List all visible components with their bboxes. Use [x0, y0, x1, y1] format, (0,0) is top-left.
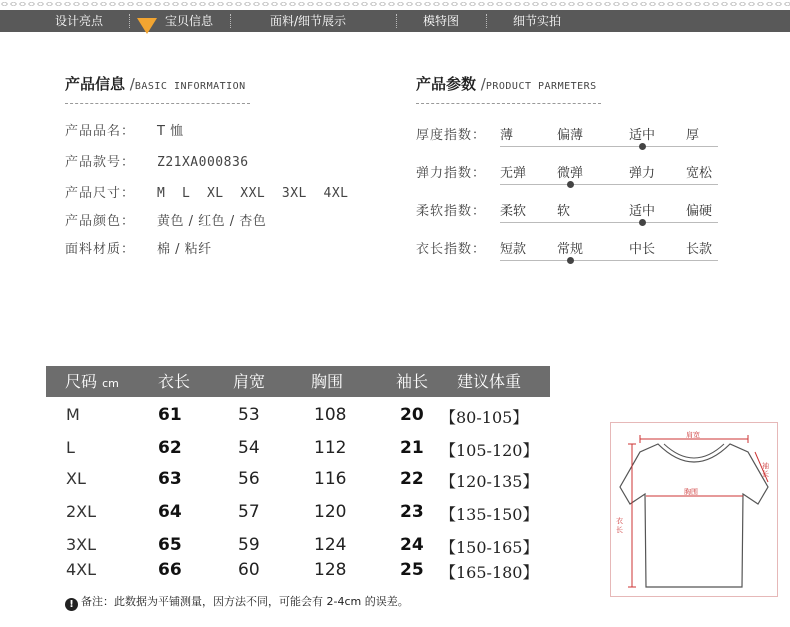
- param-option: 偏薄: [557, 128, 584, 143]
- nav-tab-product-info[interactable]: 宝贝信息: [165, 14, 214, 28]
- cell-shoulder: 56: [238, 469, 260, 489]
- col-header-length: 衣长: [158, 372, 191, 391]
- nav-tab-design-highlights[interactable]: 设计亮点: [55, 14, 104, 28]
- cell-chest: 108: [314, 405, 347, 425]
- param-option: 中长: [629, 242, 656, 257]
- info-value: Z21XA000836: [157, 155, 249, 170]
- col-header-chest: 胸围: [311, 372, 344, 391]
- param-key: 衣长指数：: [416, 242, 487, 257]
- info-key: 产品款号：: [65, 155, 136, 170]
- info-value: T 恤: [157, 124, 184, 139]
- cell-sleeve: 24: [400, 535, 424, 555]
- product-params-heading: [416, 73, 597, 94]
- cell-shoulder: 53: [238, 405, 260, 425]
- cell-shoulder: 57: [238, 502, 260, 522]
- param-option: 厚: [686, 128, 700, 143]
- heading-underline: [65, 103, 250, 104]
- cell-length: 62: [158, 438, 182, 458]
- nav-divider: [486, 14, 487, 28]
- size-table-header: [46, 366, 550, 397]
- product-params-title-en: PRODUCT PARMETERS: [485, 81, 597, 92]
- cell-sleeve: 21: [400, 438, 424, 458]
- product-params-title: 产品参数: [416, 75, 477, 93]
- info-row-name: [65, 120, 184, 139]
- param-scale-line: [500, 260, 718, 261]
- param-selected-marker: [639, 219, 646, 226]
- cell-size: XL: [66, 469, 86, 488]
- cell-length: 66: [158, 560, 182, 580]
- cell-chest: 120: [314, 502, 347, 522]
- cell-chest: 116: [314, 469, 347, 489]
- param-option: 常规: [557, 242, 584, 257]
- cell-chest: 124: [314, 535, 347, 555]
- col-header-shoulder: 肩宽: [233, 372, 266, 391]
- product-info-heading: [65, 73, 246, 94]
- info-key: 面料材质：: [65, 242, 136, 257]
- heading-slash: /: [476, 75, 486, 93]
- cell-weight: 【165-180】: [440, 563, 539, 582]
- info-value: M L XL XXL 3XL 4XL: [157, 186, 349, 201]
- info-key: 产品品名：: [65, 124, 136, 139]
- chest-label: 胸围: [684, 488, 698, 496]
- chain-border-decoration: [0, 0, 790, 8]
- cell-shoulder: 60: [238, 560, 260, 580]
- param-selected-marker: [639, 143, 646, 150]
- param-option: 适中: [629, 128, 656, 143]
- info-key: 产品颜色：: [65, 214, 136, 229]
- param-scale-line: [500, 146, 718, 147]
- cell-chest: 128: [314, 560, 347, 580]
- cell-length: 65: [158, 535, 182, 555]
- cell-weight: 【80-105】: [440, 408, 529, 427]
- param-option: 宽松: [686, 166, 713, 181]
- cell-size: 4XL: [66, 560, 97, 579]
- param-selected-marker: [567, 181, 574, 188]
- info-key: 产品尺寸：: [65, 186, 136, 201]
- param-key: 柔软指数：: [416, 204, 487, 219]
- info-row-colors: [65, 210, 266, 229]
- cell-weight: 【105-120】: [440, 441, 539, 460]
- nav-tab-detail-photos[interactable]: 细节实拍: [513, 14, 562, 28]
- cell-weight: 【150-165】: [440, 538, 539, 557]
- shoulder-label: 肩宽: [686, 431, 700, 439]
- cell-length: 61: [158, 405, 182, 425]
- cell-size: M: [66, 405, 80, 424]
- param-option: 长款: [686, 242, 713, 257]
- product-info-title: 产品信息: [65, 75, 126, 93]
- heading-slash: /: [125, 75, 135, 93]
- param-option: 薄: [500, 128, 514, 143]
- heading-underline: [416, 103, 601, 104]
- cell-size: L: [66, 438, 75, 457]
- tshirt-measurement-diagram: [610, 422, 778, 597]
- cell-length: 64: [158, 502, 182, 522]
- product-info-title-en: BASIC INFORMATION: [134, 81, 246, 92]
- cell-weight: 【120-135】: [440, 472, 539, 491]
- param-selected-marker: [567, 257, 574, 264]
- param-option: 软: [557, 204, 571, 219]
- cell-sleeve: 20: [400, 405, 424, 425]
- param-option: 偏硬: [686, 204, 713, 219]
- info-row-sizes: [65, 182, 349, 201]
- col-header-unit: cm: [102, 377, 119, 390]
- nav-tab-model-photos[interactable]: 模特图: [423, 14, 460, 28]
- info-value: 棉 / 粘纤: [157, 242, 212, 257]
- param-option: 无弹: [500, 166, 527, 181]
- cell-chest: 112: [314, 438, 347, 458]
- cell-length: 63: [158, 469, 182, 489]
- nav-divider: [129, 14, 130, 28]
- col-header-size: [65, 366, 119, 397]
- param-option: 柔软: [500, 204, 527, 219]
- nav-divider: [230, 14, 231, 28]
- param-key: 厚度指数：: [416, 128, 487, 143]
- tshirt-illustration: [610, 422, 778, 597]
- active-tab-marker: [137, 18, 157, 34]
- cell-weight: 【135-150】: [440, 505, 539, 524]
- sleeve-label: 袖长: [762, 462, 769, 478]
- cell-shoulder: 59: [238, 535, 260, 555]
- info-row-material: [65, 238, 212, 257]
- col-header-weight: 建议体重: [457, 372, 522, 391]
- info-value: 黄色 / 红色 / 杏色: [157, 214, 267, 229]
- note-text: 备注：此数据为平铺测量，因方法不同，可能会有 2-4cm 的误差。: [81, 595, 409, 608]
- param-option: 弹力: [629, 166, 656, 181]
- nav-tab-fabric-details[interactable]: 面料/细节展示: [270, 14, 347, 28]
- param-option: 微弹: [557, 166, 584, 181]
- section-nav-bar: [0, 10, 790, 32]
- cell-size: 3XL: [66, 535, 97, 554]
- param-key: 弹力指数：: [416, 166, 487, 181]
- col-header-sleeve: 袖长: [396, 372, 429, 391]
- param-scale-line: [500, 222, 718, 223]
- warning-icon: !: [65, 598, 78, 611]
- length-label: 衣长: [616, 517, 623, 534]
- col-header-size-label: 尺码: [65, 372, 98, 391]
- measurement-note: [65, 593, 409, 611]
- cell-sleeve: 23: [400, 502, 424, 522]
- param-scale-line: [500, 184, 718, 185]
- param-option: 适中: [629, 204, 656, 219]
- cell-shoulder: 54: [238, 438, 260, 458]
- cell-sleeve: 22: [400, 469, 424, 489]
- nav-divider: [396, 14, 397, 28]
- cell-size: 2XL: [66, 502, 97, 521]
- cell-sleeve: 25: [400, 560, 424, 580]
- info-row-style-number: [65, 151, 249, 170]
- param-option: 短款: [500, 242, 527, 257]
